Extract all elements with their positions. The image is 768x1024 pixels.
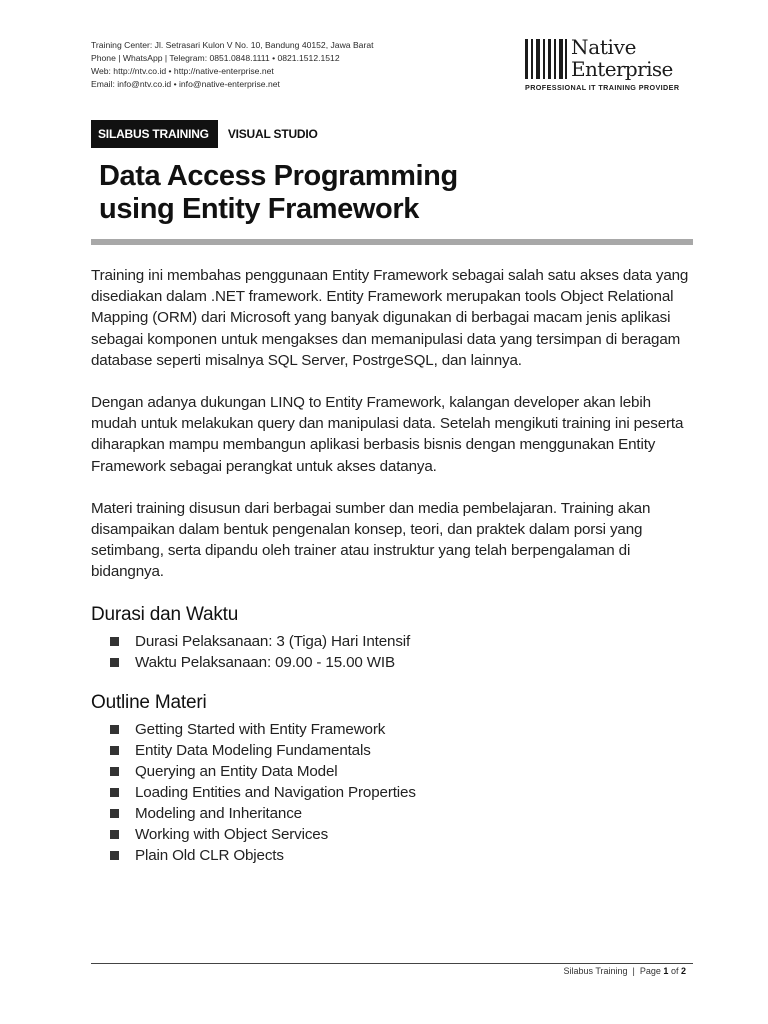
page-current: 1 [663, 966, 669, 976]
title-line-2: using Entity Framework [99, 193, 419, 225]
list-item [91, 761, 693, 782]
topic-label: VISUAL STUDIO [227, 127, 318, 141]
page-footer: Silabus Training | Page 1 of 2 [563, 966, 686, 976]
logo-word-native: Native [571, 35, 637, 59]
contact-web: Web: http://ntv.co.id • http://native-enterprise.net [91, 66, 274, 76]
list-item-text: Loading Entities and Navigation Properties [135, 784, 416, 802]
page-prefix: Page [639, 966, 661, 976]
materi-paragraph: Materi training disusun dari berbagai sumber dan media pembelajaran. Training akan disampaikan dalam bentuk pengenalan konsep, teori, dan praktek dalam porsi yang setimbang, serta dipandu oleh trainer atau instruktur yang telah berpengalaman di bidangnya. [91, 499, 651, 581]
intro-paragraph: Training ini membahas penggunaan Entity Framework sebagai salah satu akses data yang disediakan dalam .NET framework. Entity Framework merupakan tools Object Relational Mapping (ORM) dari Microsoft yang banyak digunakan di berbagai macam jenis aplikasi sebagai komponen untuk mengakses dan memanipulasi data yang tersimpan di beragam database seperti misalnya SQL Server, PostrgeSQL, dan lainnya. [91, 267, 689, 369]
bullet-square-icon [110, 658, 119, 667]
silabus-badge: SILABUS TRAINING [91, 120, 218, 148]
list-item [91, 803, 693, 824]
list-item [91, 740, 693, 761]
contact-email: Email: info@ntv.co.id • info@native-enterprise.net [91, 79, 280, 89]
contact-phone: Phone | WhatsApp | Telegram: 0851.0848.1111 • 0821.1512.1512 [91, 53, 340, 63]
contact-address: Training Center: Jl. Setrasari Kulon V No. 10, Bandung 40152, Jawa Barat [91, 40, 374, 50]
bullet-square-icon [110, 725, 119, 734]
bullet-square-icon [110, 851, 119, 860]
barcode-logo-icon [525, 39, 567, 79]
list-item [91, 824, 693, 845]
list-item-text: Plain Old CLR Objects [135, 847, 284, 865]
list-item-text: Getting Started with Entity Framework [135, 721, 386, 739]
outline-heading: Outline Materi [91, 691, 207, 713]
document-label [91, 120, 318, 148]
bullet-square-icon [110, 830, 119, 839]
page-title [99, 160, 458, 226]
list-item-text: Working with Object Services [135, 826, 329, 844]
list-item-text: Querying an Entity Data Model [135, 763, 338, 781]
list-item-text: Entity Data Modeling Fundamentals [135, 742, 371, 760]
list-item [91, 652, 693, 673]
list-item-text: Durasi Pelaksanaan: 3 (Tiga) Hari Intensif [135, 632, 411, 650]
list-item [91, 845, 693, 866]
title-line-1: Data Access Programming [99, 160, 458, 192]
durasi-list [91, 631, 693, 673]
page-of: of [670, 966, 679, 976]
logo-tagline: PROFESSIONAL IT TRAINING PROVIDER [525, 83, 680, 92]
outline-list [91, 719, 693, 866]
list-item [91, 782, 693, 803]
contact-info [91, 39, 373, 91]
page-total: 2 [680, 966, 686, 976]
bullet-square-icon [110, 746, 119, 755]
title-divider [91, 239, 693, 245]
bullet-square-icon [110, 637, 119, 646]
list-item-text: Modeling and Inheritance [135, 805, 302, 823]
list-item [91, 719, 693, 740]
logo-word-enterprise: Enterprise [571, 57, 673, 81]
bullet-square-icon [110, 767, 119, 776]
list-item-text: Waktu Pelaksanaan: 09.00 - 15.00 WIB [135, 653, 395, 671]
bullet-square-icon [110, 788, 119, 797]
main-content [91, 265, 693, 866]
list-item [91, 631, 693, 652]
linq-paragraph: Dengan adanya dukungan LINQ to Entity Framework, kalangan developer akan lebih mudah untuk melakukan query dan manipulasi data. Setelah mengikuti training ini peserta diharapkan mampu membangun aplikasi berbasis bisnis dengan menggunakan Entity Framework sebagai perangkat untuk akses datanya. [91, 394, 684, 475]
bullet-square-icon [110, 809, 119, 818]
durasi-heading: Durasi dan Waktu [91, 603, 239, 625]
footer-divider [91, 963, 693, 964]
company-logo [525, 36, 695, 94]
footer-label: Silabus Training [563, 966, 628, 976]
